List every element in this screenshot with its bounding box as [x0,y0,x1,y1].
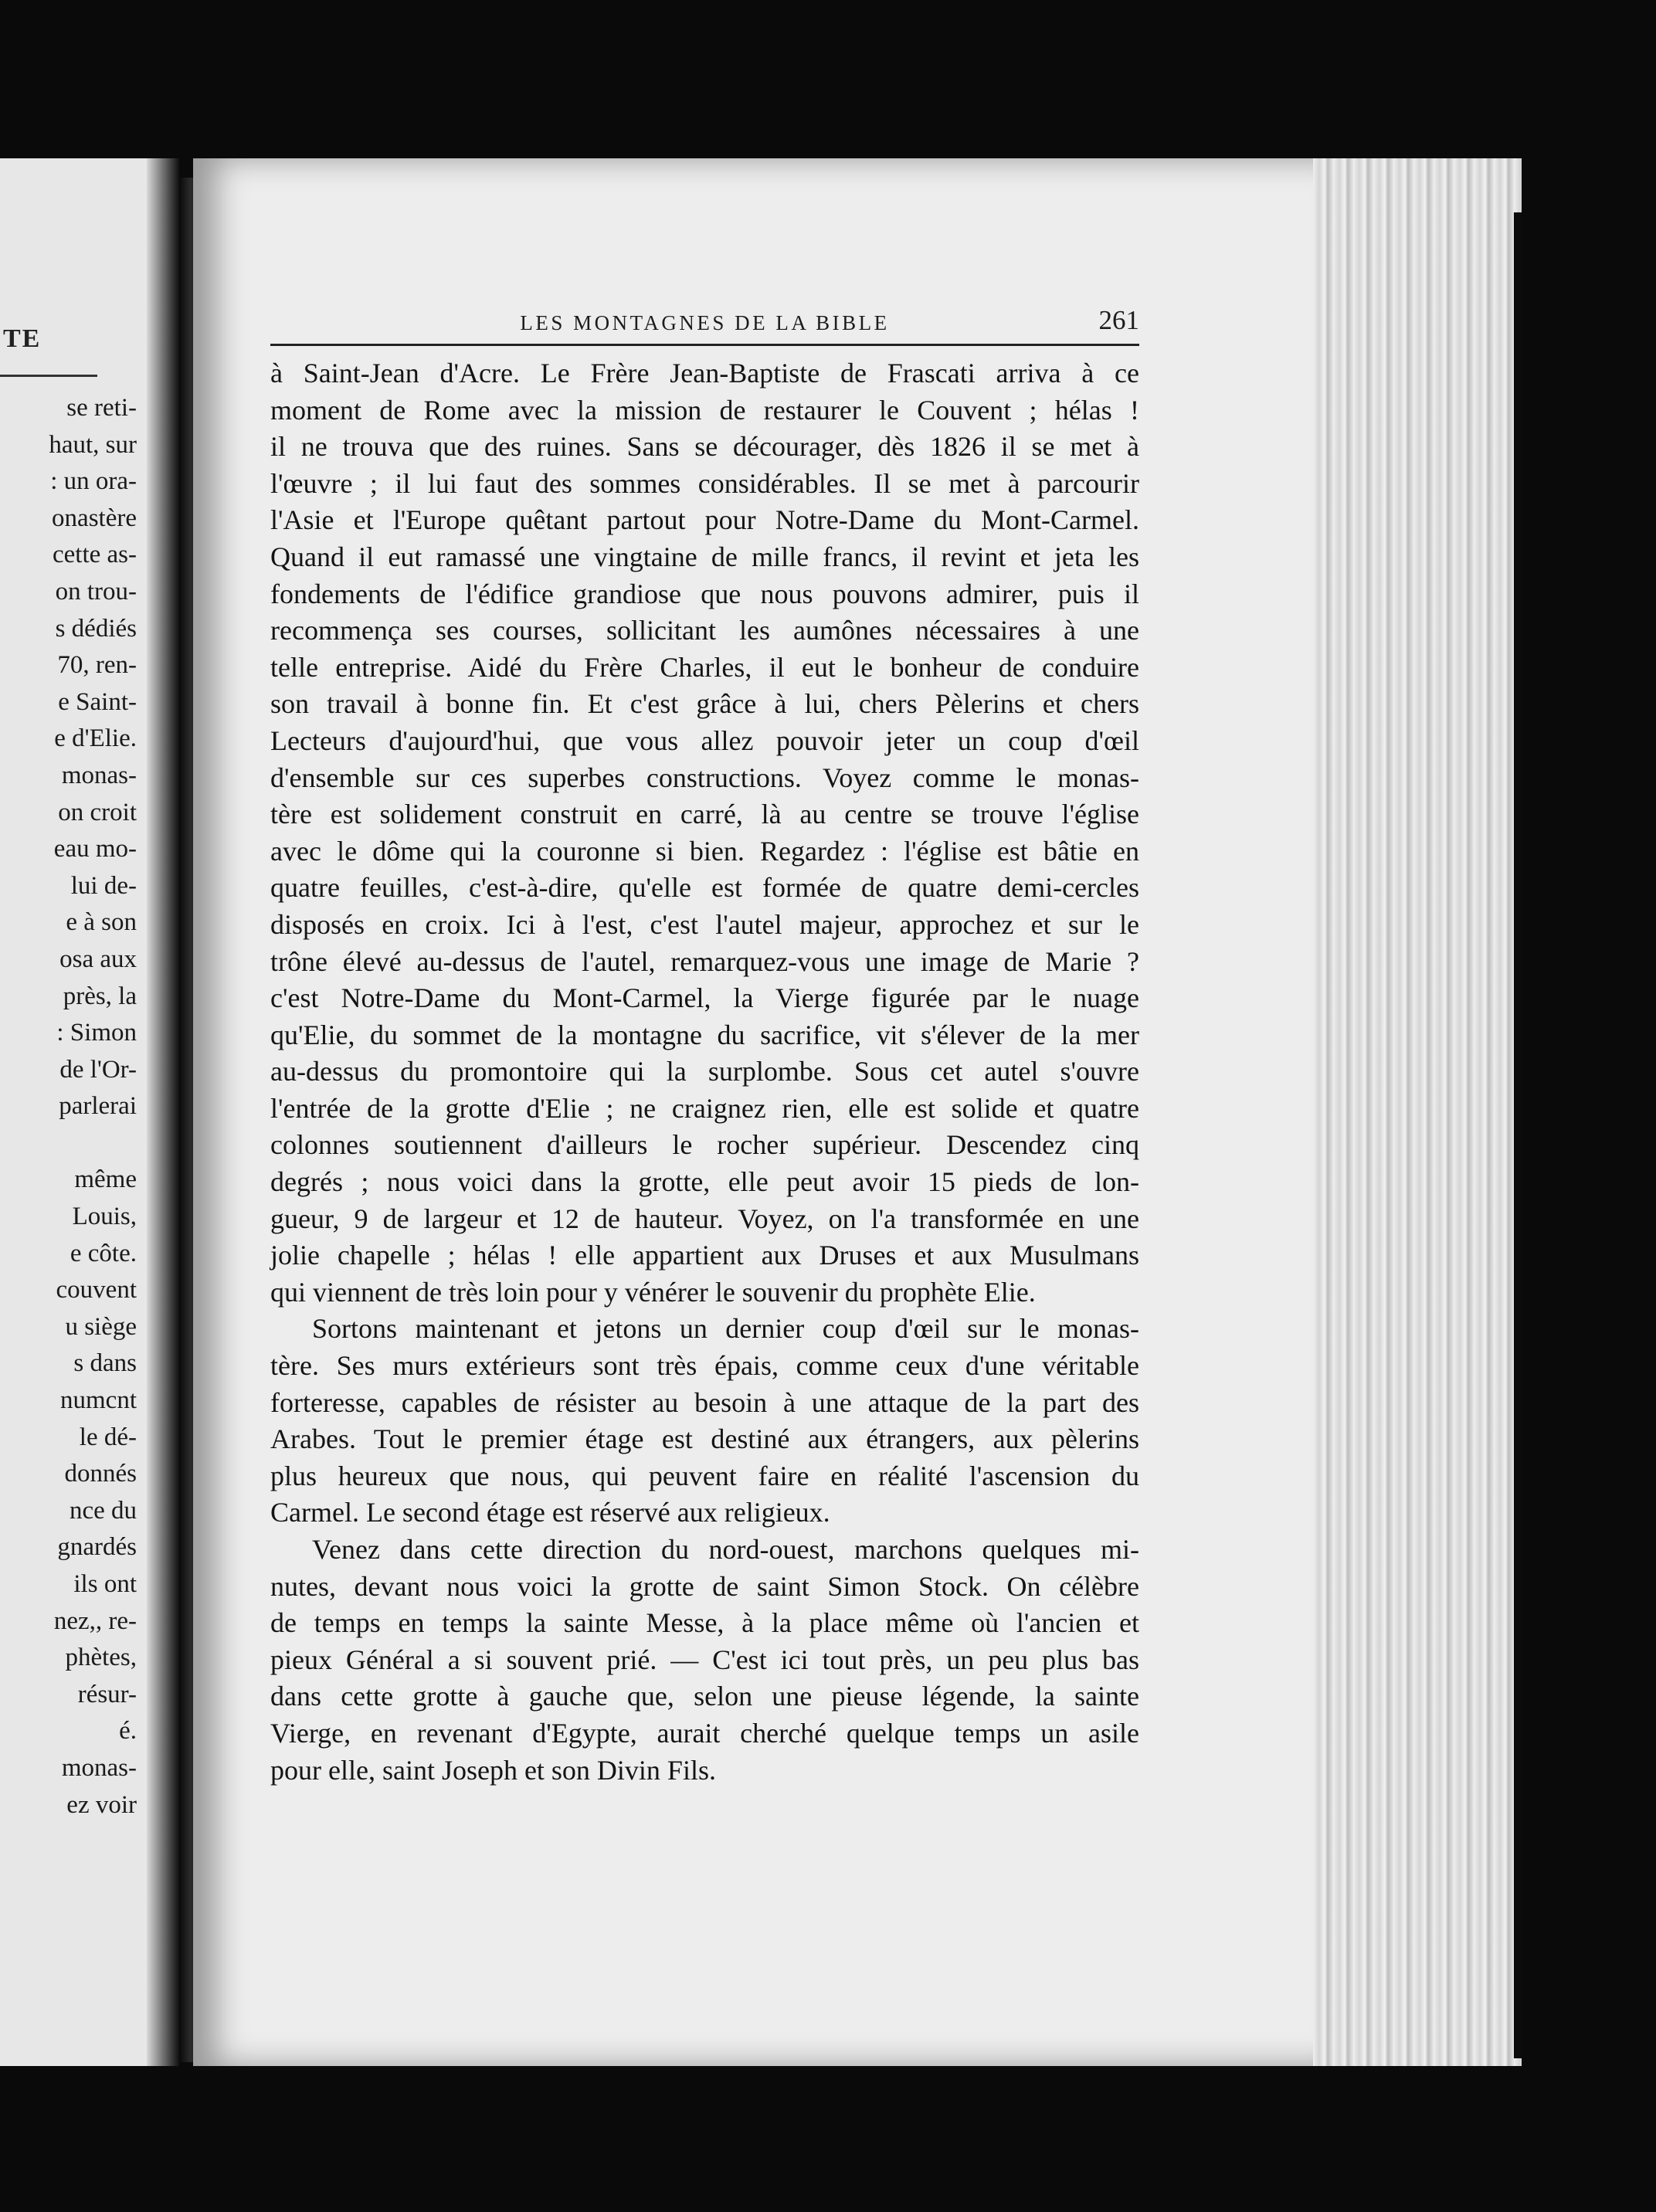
text-line: degrés ; nous voici dans la grotte, elle peut avoir 15 pieds de lon- [270,1166,1139,1198]
left-text-line: e Saint- [58,687,137,716]
text-line: l'œuvre ; il lui faut des sommes considérables. Il se met à parcourir [270,467,1139,499]
text-line: recommença ses courses, sollicitant les aumônes nécessaires à une [270,615,1139,646]
left-text-line: de l'Or- [59,1055,137,1084]
text-line: telle entreprise. Aidé du Frère Charles, il eut le bonheur de conduire [270,651,1139,683]
left-page-header-rule [0,375,97,377]
cover-edge [1514,212,1522,2058]
running-title: LES MONTAGNES DE LA BIBLE [520,311,890,334]
text-line: son travail à bonne fin. Et c'est grâce à lui, chers Pèlerins et chers [270,688,1139,720]
text-line: au-dessus du promontoire qui la surplombe. Sous cet autel s'ouvre [270,1056,1139,1087]
left-text-line: gnardés [57,1533,137,1562]
left-text-line: é. [119,1717,137,1746]
text-line: Venez dans cette direction du nord-ouest, marchons quelques mi- [312,1534,1139,1565]
left-text-line: parlerai [59,1092,137,1121]
left-text-line: on trou- [55,577,137,606]
text-line: l'entrée de la grotte d'Elie ; ne craignez rien, elle est solide et quatre [270,1092,1139,1124]
running-head [270,305,1139,344]
left-text-line: : un ora- [50,467,137,496]
left-text-line: cette as- [52,541,137,569]
left-page-header-fragment: TE [3,324,42,353]
header-rule [270,344,1139,346]
text-line: c'est Notre-Dame du Mont-Carmel, la Vierge figurée par le nuage [270,982,1139,1014]
left-text-line: on croit [58,798,137,826]
page-edges [1313,158,1522,2066]
left-text-line: e d'Elie. [54,724,137,753]
text-line: jolie chapelle ; hélas ! elle appartient aux Druses et aux Musulmans [270,1240,1139,1271]
text-line: pieux Général a si souvent prié. — C'est ici tout près, un peu plus bas [270,1644,1139,1675]
left-text-line: ez voir [66,1790,137,1819]
left-text-line: même [74,1165,137,1194]
left-text-line [49,1125,137,1162]
page-number: 261 [1098,305,1139,335]
text-line: avec le dôme qui la couronne si bien. Regardez : l'église est bâtie en [270,835,1139,867]
left-page [0,158,179,2066]
text-line: à Saint-Jean d'Acre. Le Frère Jean-Baptiste de Frascati arriva à ce [270,358,1139,388]
text-line: Carmel. Le second étage est réservé aux religieux. [270,1497,830,1528]
text-line: Vierge, en revenant d'Egypte, aurait cherché quelque temps un asile [270,1717,1139,1749]
left-text-line: près, la [63,982,137,1010]
left-text-line: e côte. [70,1239,137,1267]
text-line: dans cette grotte à gauche que, selon une pieuse légende, la sainte [270,1681,1139,1712]
left-page-gutter [147,158,179,2066]
left-text-line: résur- [77,1680,137,1708]
text-line: trône élevé au-dessus de l'autel, remarquez-vous une image de Marie ? [270,945,1139,977]
left-page-text [49,390,137,1824]
left-text-line: onastère [52,504,137,532]
text-line: Sortons maintenant et jetons un dernier coup d'œil sur le monas- [312,1313,1139,1345]
text-line: Arabes. Tout le premier étage est destiné aux étrangers, aux pèlerins [270,1423,1139,1455]
text-line: tère est solidement construit en carré, là au centre se trouve l'église [270,799,1139,830]
text-line: disposés en croix. Ici à l'est, c'est l'autel majeur, approchez et sur le [270,908,1139,940]
text-line: qui viennent de très loin pour y vénérer le souvenir du prophète Elie. [270,1276,1036,1308]
right-page-content [270,305,1139,1789]
text-line: pour elle, saint Joseph et son Divin Fils. [270,1754,716,1786]
text-line: de temps en temps la sainte Messe, à la place même où l'ancien et [270,1607,1139,1639]
text-line: tère. Ses murs extérieurs sont très épais, comme ceux d'une véritable [270,1350,1139,1382]
text-line: l'Asie et l'Europe quêtant partout pour Notre-Dame du Mont-Carmel. [270,504,1139,536]
text-line: colonnes soutiennent d'ailleurs le rocher supérieur. Descendez cinq [270,1129,1139,1161]
text-line: qu'Elie, du sommet de la montagne du sacrifice, vit s'élever de la mer [270,1019,1139,1050]
left-text-line: s dans [73,1349,137,1378]
body-text [270,355,1139,1789]
text-line: fondements de l'édifice grandiose que nous pouvons admirer, puis il [270,578,1139,609]
left-text-line: monas- [61,761,137,789]
left-text-line: s dédiés [55,614,137,643]
left-text-line: couvent [56,1276,137,1304]
text-line: moment de Rome avec la mission de restaurer le Couvent ; hélas ! [270,394,1139,426]
text-line: quatre feuilles, c'est-à-dire, qu'elle est formée de quatre demi-cercles [270,872,1139,904]
left-text-line: e à son [66,908,137,937]
text-line: nutes, devant nous voici la grotte de saint Simon Stock. On célèbre [270,1570,1139,1602]
text-line: d'ensemble sur ces superbes constructions. Voyez comme le monas- [270,762,1139,793]
left-text-line: numcnt [60,1386,137,1415]
left-text-line: nez,, re- [53,1606,137,1635]
text-line: forteresse, capables de résister au besoin à une attaque de la part des [270,1386,1139,1418]
left-text-line: nce du [69,1496,137,1525]
text-line: gueur, 9 de largeur et 12 de hauteur. Voyez, on l'a transformée en une [270,1203,1139,1234]
left-text-line: le dé- [79,1423,137,1451]
left-text-line: osa aux [59,945,137,973]
left-text-line: 70, ren- [57,651,137,680]
left-text-line: lui de- [70,871,137,900]
text-line: Quand il eut ramassé une vingtaine de mille francs, il revint et jeta les [270,541,1139,572]
left-text-line: ils ont [73,1570,137,1598]
left-text-line: haut, sur [49,430,137,459]
left-text-line: donnés [64,1460,137,1488]
left-text-line: monas- [61,1753,137,1782]
left-text-line: eau mo- [53,835,137,863]
left-text-line: se reti- [66,394,137,422]
text-line: il ne trouva que des ruines. Sans se décourager, dès 1826 il se met à [270,431,1139,463]
text-line: plus heureux que nous, qui peuvent faire en réalité l'ascension du [270,1460,1139,1491]
left-text-line: u siège [65,1312,137,1341]
left-text-line: phètes, [65,1644,137,1672]
left-text-line: Louis, [72,1203,137,1231]
text-line: Lecteurs d'aujourd'hui, que vous allez pouvoir jeter un coup d'œil [270,724,1139,756]
left-text-line: : Simon [56,1019,137,1047]
